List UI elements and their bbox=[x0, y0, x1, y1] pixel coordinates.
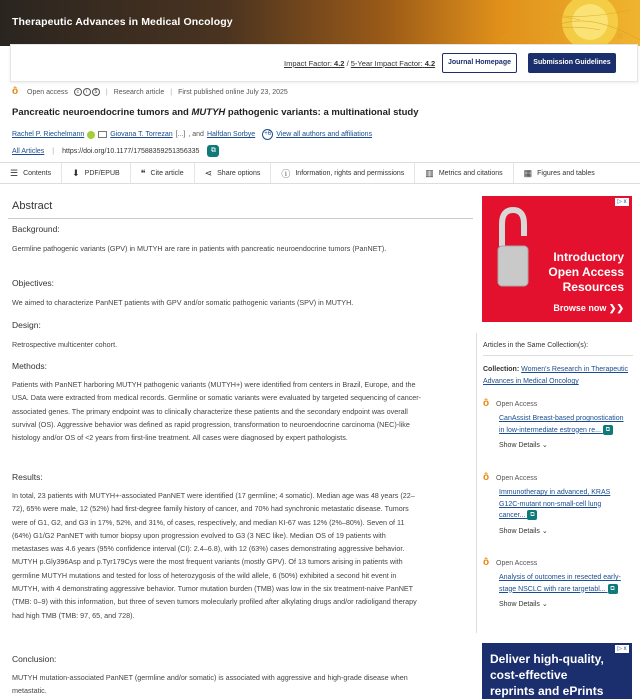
pdf-button[interactable]: ⬇ PDF/EPUB bbox=[61, 163, 130, 183]
view-all-authors-link[interactable]: View all authors and affiliations bbox=[276, 131, 373, 138]
list-item: ô Open Access CanAssist Breast-based prognostication in low-intermediate estrogen re... ⧉ Show Details ⌄ bbox=[483, 399, 635, 449]
objectives-heading: Objectives: bbox=[12, 278, 55, 288]
background-heading: Background: bbox=[12, 224, 60, 234]
info-icon: ⓘ bbox=[281, 168, 291, 179]
five-year-impact-factor-link[interactable]: 5-Year Impact Factor: 4.2 bbox=[350, 59, 436, 68]
design-heading: Design: bbox=[12, 320, 41, 330]
ad-choices-icon[interactable]: ▷ x bbox=[615, 645, 629, 653]
collection-label: Collection: Women's Research in Therapeutic Advances in Medical Oncology bbox=[483, 366, 629, 385]
article-type: Research article bbox=[113, 88, 165, 96]
related-article-link[interactable]: CanAssist Breast-based prognostication in low-intermediate estrogen re... ⧉ bbox=[499, 415, 624, 434]
doi-row: All Articles | https://doi.org/10.1177/17588359251356335 ⧉ bbox=[12, 145, 219, 157]
impact-factor-link[interactable]: Impact Factor: 4.2 bbox=[284, 59, 345, 68]
results-text: In total, 23 patients with MUTYH+-associated PanNET were identified (17 germline; 4 somatic). Median age was 48 years (22–72), 65% were male, 12 (52%) had first-degree family history of cancer, and 70% had synchronic metastatic disease. Tumors were of G1, G2, and G3 in 17%, 52%, and 31%, of cases, respectively, and median KI-67 was 12% (2%–80%). Seven of 11 (64%) G1/G2 PanNET with tumor biopsy upon progression evolved to G3 (3 NEC like). Median OS of 19 patients with metastases was 4.6 years (95% confidence interval (CI): 2.4–6.8), with 12 (63%) cases demonstrating aggressive behavior. MUTYH p.Gly396Asp and p.Tyr179Cys were the most frequent variants (mostly GPV). Of 13 tumors arising in patients with germline MUTYH mutations and tested for loss of heterozygosis of the wild allele, 6 (50%) exhibited a second hit event in MUTYH, with 4 demonstrating aggressive behavior. Tumor mutation burden (TMB) was low in the six treatment-naive PanNET (TMB: 0–9) with this information, but three of seven tumors molecularly profiled after alkylating drugs and/or radioligand therapy had high TMB (TMB: 97, 65, and 728). bbox=[12, 491, 417, 620]
background-text: Germline pathogenic variants (GPV) in MUTYH are rare in patients with pancreatic neuroendocrine tumors (PanNET). bbox=[12, 244, 387, 253]
reprints-ad[interactable] bbox=[482, 643, 632, 699]
show-details-toggle[interactable]: Show Details ⌄ bbox=[499, 527, 548, 535]
divider bbox=[483, 355, 633, 356]
doi-text[interactable]: https://doi.org/10.1177/17588359251356335 bbox=[62, 147, 200, 155]
show-details-toggle[interactable]: Show Details ⌄ bbox=[499, 601, 548, 608]
author-ellipsis[interactable]: [...] bbox=[175, 131, 186, 138]
open-access-icon: ô bbox=[483, 557, 490, 568]
author-link[interactable]: Halfdan Sorbye bbox=[206, 131, 256, 138]
chevron-down-icon: ⌄ bbox=[541, 601, 548, 608]
list-item: ô Open Access Immunotherapy in advanced, KRAS G12C-mutant non-small-cell lung cancer... ⧉ Show Details ⌄ bbox=[483, 473, 635, 535]
divider bbox=[8, 218, 473, 219]
results-heading: Results: bbox=[12, 472, 43, 482]
list-item: ô Open Access Analysis of outcomes in resected early-stage NSCLC with rare targetabl... ⧉ Show Details ⌄ bbox=[483, 558, 635, 608]
metrics-button[interactable]: ▥ Metrics and citations bbox=[414, 163, 512, 183]
journal-metrics-bar bbox=[10, 44, 638, 82]
submission-guidelines-button[interactable]: Submission Guidelines bbox=[528, 53, 616, 73]
author-link[interactable]: Giovana T. Torrezan bbox=[110, 131, 173, 138]
chevron-down-icon: ⌄ bbox=[541, 442, 548, 449]
open-access-icon: ô bbox=[483, 472, 490, 483]
quote-icon: ❝ bbox=[140, 167, 146, 178]
orcid-icon[interactable] bbox=[87, 131, 95, 139]
methods-text: Patients with PanNET harboring MUTYH pathogenic variants (MUTYH+) were identified from centers in Brazil, Europe, and the USA. Data were extracted from medical records. Germline or somatic variants were evaluated by targeted sequencing of cancer-associated genes. The primary endpoint was to clinically characterize these patients and the secondary endpoint was overall survival (OS). Aggressive behavior was defined as rapid progression, transformation to neuroendocrine carcinoma (NEC)-like histology and/or OS of <2 years from first-line treatment. All cases were diagnosed by expert pathologists. bbox=[12, 380, 422, 443]
related-article-link[interactable]: Immunotherapy in advanced, KRAS G12C-mutant non-small-cell lung cancer... ⧉ bbox=[499, 489, 611, 519]
ad-headline: Introductory Open Access Resources bbox=[548, 250, 624, 294]
ad-headline: Deliver high-quality, cost-effective reprints and ePrints bbox=[490, 652, 604, 698]
access-status: Open access bbox=[27, 88, 68, 96]
table-icon: ▦ bbox=[523, 167, 533, 178]
objectives-text: We aimed to characterize PanNET patients with GPV and/or somatic pathogenic variants (SPV) in MUTYH. bbox=[12, 298, 354, 307]
banner-decoration-image bbox=[400, 0, 640, 46]
bar-chart-icon: ▥ bbox=[425, 167, 434, 178]
collection-link[interactable]: Women's Research in Therapeutic Advances in Medical Oncology bbox=[483, 366, 629, 385]
methods-heading: Methods: bbox=[12, 361, 47, 371]
copy-icon[interactable]: ⧉ bbox=[603, 425, 613, 435]
chevron-down-icon: ⌄ bbox=[541, 527, 548, 535]
all-articles-link[interactable]: All Articles bbox=[12, 147, 45, 155]
pdf-icon: ⬇ bbox=[72, 167, 80, 178]
collection-heading: Articles in the Same Collection(s): bbox=[483, 342, 589, 349]
abstract-heading: Abstract bbox=[12, 200, 53, 212]
ad-choices-icon[interactable]: ▷ x bbox=[615, 198, 629, 206]
copy-icon[interactable]: ⧉ bbox=[608, 584, 618, 594]
open-access-resources-ad[interactable] bbox=[482, 196, 632, 322]
browse-now-link[interactable]: Browse now ❯❯ bbox=[553, 303, 624, 313]
open-access-icon: ô bbox=[483, 398, 490, 409]
article-meta-line: ô Open access c i $ | Research article | First published online July 23, 2025 bbox=[12, 86, 288, 97]
share-button[interactable]: ⋖ Share options bbox=[194, 163, 271, 183]
abstract-section bbox=[0, 192, 470, 699]
conclusion-heading: Conclusion: bbox=[12, 654, 57, 664]
design-text: Retrospective multicenter cohort. bbox=[12, 340, 118, 349]
show-details-toggle[interactable]: Show Details ⌄ bbox=[499, 442, 548, 449]
same-collection-panel bbox=[476, 333, 636, 633]
info-button[interactable]: ⓘ Information, rights and permissions bbox=[270, 163, 414, 183]
journal-homepage-button[interactable]: Journal Homepage bbox=[442, 53, 517, 73]
share-icon: ⋖ bbox=[204, 167, 213, 178]
email-icon[interactable] bbox=[98, 131, 107, 138]
more-authors-badge[interactable]: +6 bbox=[262, 129, 273, 140]
copy-doi-icon[interactable]: ⧉ bbox=[207, 145, 219, 157]
related-article-link[interactable]: Analysis of outcomes in resected early-stage NSCLC with rare targetabl... ⧉ bbox=[499, 574, 621, 593]
article-title: Pancreatic neuroendocrine tumors and MUTYH pathogenic variants: a multinational study bbox=[12, 107, 419, 118]
author-link[interactable]: Rachel P. Riechelmann bbox=[12, 131, 85, 138]
author-and: , and bbox=[188, 131, 204, 138]
contents-button[interactable]: ☰ Contents bbox=[10, 167, 52, 178]
figures-button[interactable]: ▦ Figures and tables bbox=[513, 163, 605, 183]
conclusion-text: MUTYH mutation-associated PanNET (germline and/or somatic) is associated with aggressive and high-grade disease when metastatic. bbox=[12, 673, 408, 696]
open-access-icon: ô bbox=[12, 86, 19, 97]
impact-factor-text: Impact Factor: 4.2 / 5-Year Impact Factor: 4.2 bbox=[284, 59, 436, 68]
list-icon: ☰ bbox=[10, 167, 19, 178]
copy-icon[interactable]: ⧉ bbox=[527, 510, 537, 520]
creative-commons-icon: c i $ bbox=[74, 88, 100, 96]
article-toolbar bbox=[0, 162, 640, 184]
journal-banner bbox=[0, 0, 640, 46]
journal-name[interactable]: Therapeutic Advances in Medical Oncology bbox=[12, 16, 233, 28]
cite-button[interactable]: ❝ Cite article bbox=[130, 163, 194, 183]
author-list bbox=[12, 129, 372, 140]
publication-date: First published online July 23, 2025 bbox=[178, 88, 288, 96]
padlock-icon bbox=[496, 206, 530, 316]
